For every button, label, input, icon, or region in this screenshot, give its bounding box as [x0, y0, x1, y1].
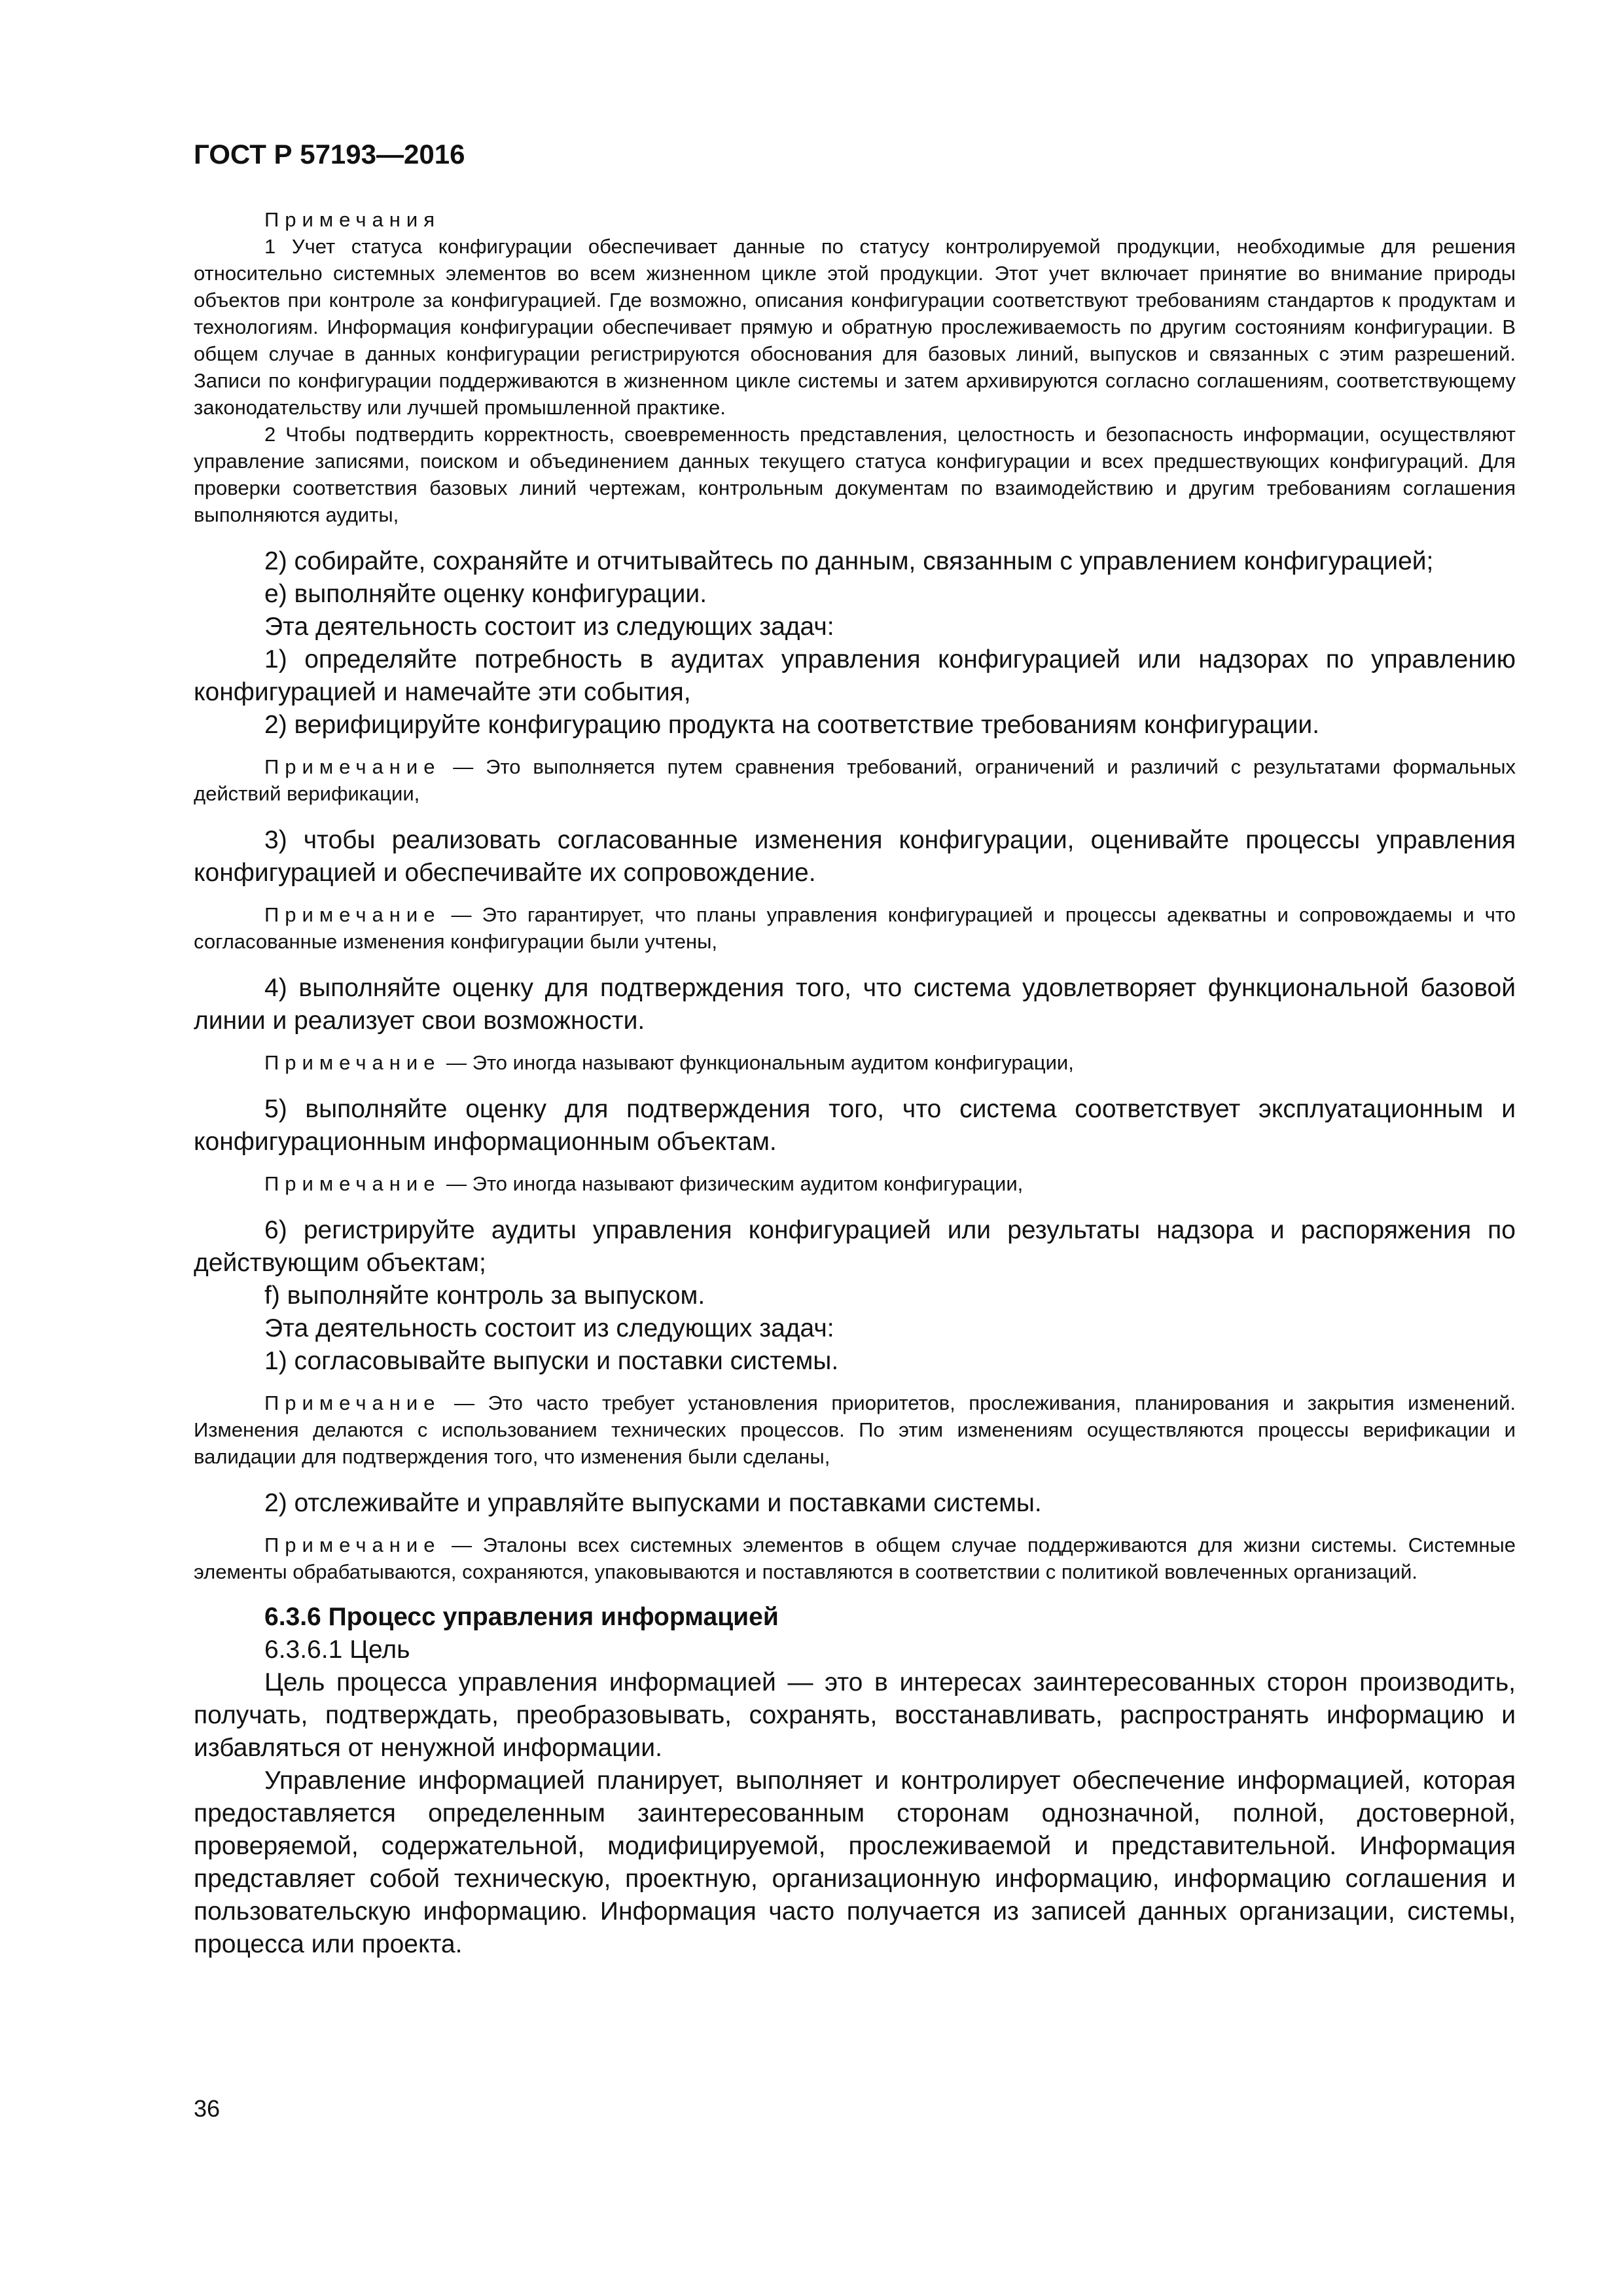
paragraph: 1) определяйте потребность в аудитах управления конфигурацией или надзорах по управлению конфигурацией и намечайте эти события,	[194, 645, 1516, 706]
note-label: Примечание	[264, 755, 441, 778]
note-label: Примечание	[264, 1534, 441, 1556]
paragraph: f) выполняйте контроль за выпуском.	[264, 1282, 705, 1310]
paragraph: 2) отслеживайте и управляйте выпусками и поставками системы.	[264, 1489, 1042, 1517]
note-text: — Это часто требует установления приоритетов, прослеживания, планирования и закрытия изменений. Изменения делаются с использованием технических процессов. По этим изменениям осуществляются процессы верификации и валидации для подтверждения того, что изменения были сделаны,	[194, 1391, 1516, 1468]
paragraph: Эта деятельность состоит из следующих задач:	[264, 1314, 834, 1342]
notes-label: Примечания	[264, 208, 440, 231]
note	[194, 1532, 1516, 1585]
note-text: — Это выполняется путем сравнения требований, ограничений и различий с результатами формальных действий верификации,	[194, 755, 1516, 805]
note-label: Примечание	[264, 1051, 441, 1074]
note-item-2: 2 Чтобы подтвердить корректность, своевременность представления, целостность и безопасность информации, осуществляют управление записями, поиском и объединением данных текущего статуса конфигурации и всех предшествующих конфигураций. Для проверки соответствия базовых линий чертежам, контрольным документам по взаимодействию и другим требованиям соглашения выполняются аудиты,	[194, 423, 1516, 526]
subsection-title: 6.3.6.1 Цель	[264, 1636, 410, 1664]
notes-block	[194, 207, 1516, 528]
paragraph: 4) выполняйте оценку для подтверждения того, что система удовлетворяет функциональной базовой линии и реализует свои возможности.	[194, 974, 1516, 1035]
paragraph: е) выполняйте оценку конфигурации.	[264, 580, 707, 608]
paragraph: Эта деятельность состоит из следующих задач:	[264, 613, 834, 641]
page-number: 36	[194, 2095, 221, 2122]
note	[194, 753, 1516, 807]
note-label: Примечание	[264, 1172, 441, 1195]
paragraph: 5) выполняйте оценку для подтверждения того, что система соответствует эксплуатационным и конфигурационным информационным объектам.	[194, 1095, 1516, 1156]
note	[194, 1170, 1516, 1197]
note-label: Примечание	[264, 1391, 441, 1414]
note-text: — Это иногда называют функциональным аудитом конфигурации,	[440, 1051, 1074, 1074]
document-header: ГОСТ Р 57193—2016	[194, 139, 465, 170]
note	[194, 1390, 1516, 1470]
note-text: — Это иногда называют физическим аудитом конфигурации,	[440, 1172, 1024, 1195]
document-page	[194, 137, 1516, 1961]
paragraph: Управление информацией планирует, выполняет и контролирует обеспечение информацией, которая предоставляется определенным заинтересованным сторонам однозначной, полной, достоверной, проверяемой, содержательной, модифицируемой, прослеживаемой и представительной. Информация представляет собой техническую, проектную, организационную информацию, информацию соглашения и пользовательскую информацию. Информация часто получается из записей данных организации, системы, процесса или проекта.	[194, 1767, 1516, 1958]
paragraph: 2) верифицируйте конфигурацию продукта на соответствие требованиям конфигурации.	[264, 711, 1320, 739]
paragraph: 1) согласовывайте выпуски и поставки системы.	[264, 1347, 839, 1375]
note	[194, 901, 1516, 955]
note-text: — Это гарантирует, что планы управления конфигурацией и процессы адекватны и сопровождаемы и что согласованные изменения конфигурации были учтены,	[194, 903, 1516, 953]
note	[194, 1049, 1516, 1076]
paragraph: Цель процесса управления информацией — это в интересах заинтересованных сторон производить, получать, подтверждать, преобразовывать, сохранять, восстанавливать, распространять информацию и избавляться от ненужной информации.	[194, 1668, 1516, 1762]
note-label: Примечание	[264, 903, 441, 926]
section-heading: 6.3.6 Процесс управления информацией	[264, 1603, 779, 1631]
note-item-1: 1 Учет статуса конфигурации обеспечивает данные по статусу контролируемой продукции, необходимые для решения относительно системных элементов во всем жизненном цикле этой продукции. Этот учет включает принятие во внимание природы объектов при контроле за конфигурацией. Где возможно, описания конфигурации соответствуют требованиям стандартов к продуктам и технологиям. Информация конфигурации обеспечивает прямую и обратную прослеживаемость по другим состояниям конфигурации. В общем случае в данных конфигурации регистрируются обоснования для базовых линий, выпусков и связанных с этим разрешений. Записи по конфигурации поддерживаются в жизненном цикле системы и затем архивируются согласно соглашениям, соответствующему законодательству или лучшей промышленной практике.	[194, 235, 1516, 419]
paragraph: 2) собирайте, сохраняйте и отчитывайтесь по данным, связанным с управлением конфигурацией;	[264, 547, 1434, 575]
paragraph: 6) регистрируйте аудиты управления конфигурацией или результаты надзора и распоряжения по действующим объектам;	[194, 1216, 1516, 1277]
note-text: — Эталоны всех системных элементов в общем случае поддерживаются для жизни системы. Системные элементы обрабатываются, сохраняются, упаковываются и поставляются в соответствии с политикой вовлеченных организаций.	[194, 1534, 1516, 1583]
paragraph: 3) чтобы реализовать согласованные изменения конфигурации, оценивайте процессы управления конфигурацией и обеспечивайте их сопровождение.	[194, 826, 1516, 887]
